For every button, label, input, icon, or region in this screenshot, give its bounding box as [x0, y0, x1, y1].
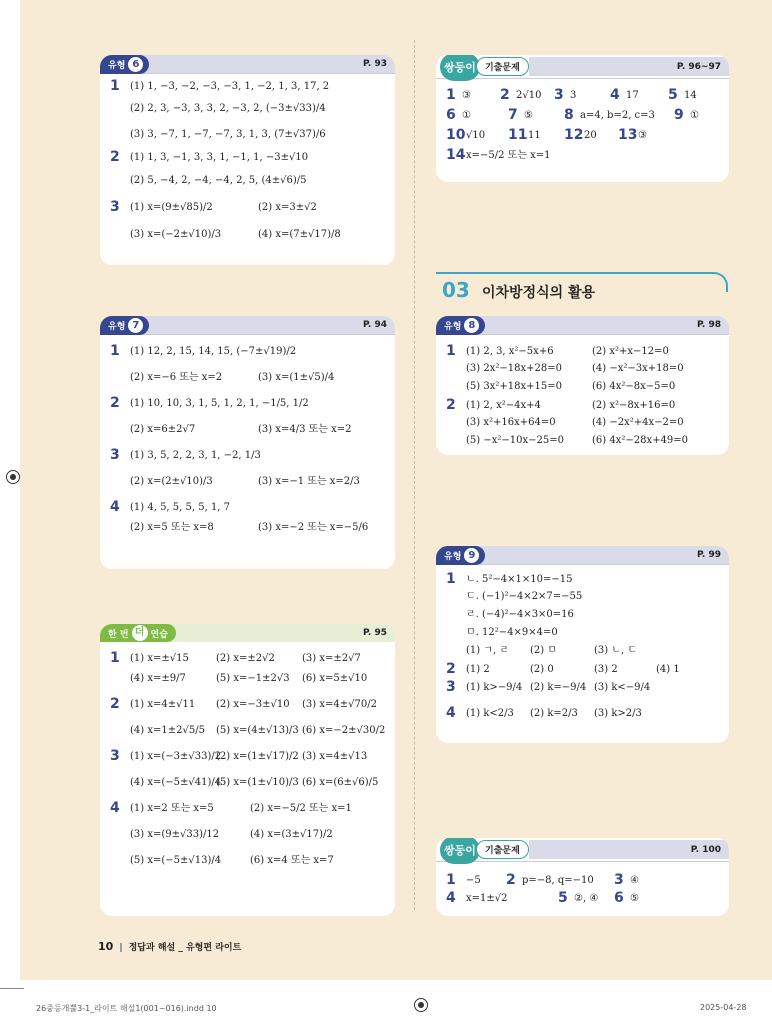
answer: x=−5/2 또는 x=1 — [466, 150, 551, 161]
answer: (1) 1, 3, −1, 3, 3, 1, −1, 1, −3±√10 — [130, 152, 309, 163]
answer: ④ — [630, 875, 639, 886]
question-number: 5 — [668, 87, 678, 103]
card-type-8 — [436, 316, 729, 455]
answer: (3) x=4±√70/2 — [302, 699, 377, 710]
question-number: 3 — [110, 447, 120, 463]
answer: 14 — [684, 90, 697, 101]
question-number: 1 — [110, 78, 120, 94]
answer: x=1±√2 — [466, 893, 508, 904]
answer: 2√10 — [516, 90, 542, 101]
twin-badge: 쌍둥이 — [440, 838, 480, 864]
question-number: 1 — [446, 872, 456, 888]
answer: ① — [462, 110, 471, 121]
question-number: 1 — [446, 343, 456, 359]
question-number: 2 — [446, 397, 456, 413]
answer: (5) 3x²+18x+15=0 — [466, 381, 562, 392]
answer: √10 — [466, 130, 486, 141]
card-type-6 — [100, 55, 395, 265]
question-number: 4 — [610, 87, 620, 103]
answer: ②, ④ — [574, 893, 599, 904]
answer: (3) 2 — [594, 664, 618, 675]
answer: (3) x=(1±√5)/4 — [258, 372, 335, 383]
tag-number: 7 — [128, 318, 143, 333]
question-number: 12 — [564, 127, 584, 143]
answer: ㄴ. 5²−4×1×10=−15 — [466, 574, 573, 585]
answer: ③ — [462, 90, 471, 101]
card-header — [100, 316, 395, 335]
answer: (3) x=±2√7 — [302, 653, 361, 664]
tag-number: 9 — [464, 548, 479, 563]
answer: (2) x=±2√2 — [216, 653, 275, 664]
tag-label: 한 번 — [108, 629, 129, 640]
question-number: 2 — [110, 696, 120, 712]
answer: (2) ㅁ — [530, 645, 558, 656]
answer: (1) 3, 5, 2, 2, 3, 1, −2, 1/3 — [130, 450, 261, 461]
answer: (1) 2, x²−4x+4 — [466, 400, 541, 411]
answer: (4) x=(−5±√41)/4 — [130, 777, 222, 788]
answer: (1) 12, 2, 15, 14, 15, (−7±√19)/2 — [130, 346, 297, 357]
answer: ③ — [638, 130, 647, 141]
card-type-9 — [436, 546, 729, 743]
answer: (1) x=±√15 — [130, 653, 189, 664]
section-title: 이차방정식의 활용 — [482, 285, 596, 301]
answer: (1) x=(−3±√33)/2 — [130, 751, 222, 762]
tag-label: 유형 — [444, 551, 462, 562]
answer: (4) −2x²+4x−2=0 — [592, 417, 684, 428]
answer: (6) x=5±√10 — [302, 673, 368, 684]
answer: (2) x=(2±√10)/3 — [130, 476, 213, 487]
answer: (1) 10, 10, 3, 1, 5, 1, 2, 1, −1/5, 1/2 — [130, 398, 309, 409]
answer: (1) ㄱ, ㄹ — [466, 645, 510, 656]
answer: (4) 1 — [656, 664, 680, 675]
page-ref: P. 94 — [362, 320, 387, 330]
tag-label: 유형 — [108, 60, 126, 71]
answer: −5 — [466, 875, 481, 886]
card-header — [436, 55, 729, 79]
twin-badge: 쌍둥이 — [440, 55, 480, 81]
question-number: 1 — [110, 650, 120, 666]
question-number: 2 — [446, 661, 456, 677]
answer: ㄷ. (−1)²−4×2×7=−55 — [466, 591, 583, 602]
crop-mark — [0, 988, 24, 989]
question-number: 6 — [614, 890, 624, 906]
answer: (2) x=−3±√10 — [216, 699, 290, 710]
footer-separator: | — [119, 943, 123, 953]
question-number: 8 — [564, 107, 574, 123]
question-number: 4 — [110, 499, 120, 515]
answer: (5) x=(1±√10)/3 — [216, 777, 299, 788]
answer: (5) −x²−10x−25=0 — [466, 435, 564, 446]
answer: (3) x=4/3 또는 x=2 — [258, 424, 352, 435]
answer: (3) x=(−2±√10)/3 — [130, 229, 222, 240]
answer: (2) 0 — [530, 664, 554, 675]
slug-filename: 26중등개뿔3-1_라이트 해설1(001~016).indd 10 — [36, 1004, 217, 1013]
answer: (2) 2, 3, −3, 3, 3, 2, −3, 2, (−3±√33)/4 — [130, 103, 326, 114]
tag-label: 연습 — [150, 629, 168, 640]
page-ref: P. 93 — [362, 59, 387, 69]
answer: (2) 5, −4, 2, −4, −4, 2, 5, (4±√6)/5 — [130, 175, 307, 186]
answer: ① — [690, 110, 699, 121]
page-footer — [98, 940, 241, 953]
answer: ⑤ — [630, 893, 639, 904]
question-number: 1 — [446, 571, 456, 587]
type-tag — [436, 316, 485, 335]
question-number: 14 — [446, 147, 466, 163]
type-tag — [100, 316, 149, 335]
question-number: 6 — [446, 107, 456, 123]
card-practice — [100, 624, 395, 916]
answer: (1) x=(9±√85)/2 — [130, 202, 213, 213]
card-header — [100, 55, 395, 74]
answer: (3) x=4±√13 — [302, 751, 368, 762]
tag-badge: 더 — [132, 625, 148, 641]
question-number: 13 — [618, 127, 638, 143]
question-number: 9 — [674, 107, 684, 123]
answer: (6) 4x²−8x−5=0 — [592, 381, 676, 392]
answer: 20 — [584, 130, 597, 141]
question-number: 3 — [554, 87, 564, 103]
card-twin-exam-1 — [436, 55, 729, 182]
question-number: 2 — [110, 149, 120, 165]
card-header — [100, 624, 395, 642]
page-ref: P. 95 — [362, 628, 387, 638]
slug-date: 2025-04-28 — [700, 1003, 747, 1012]
answer: (4) x=±9/7 — [130, 673, 186, 684]
answer: ㄹ. (−4)²−4×3×0=16 — [466, 609, 574, 620]
answer: (3) x=(9±√33)/12 — [130, 829, 220, 840]
question-number: 7 — [508, 107, 518, 123]
answer: (2) x²−8x+16=0 — [592, 400, 676, 411]
tag-number: 6 — [128, 57, 143, 72]
answer: (2) x=−6 또는 x=2 — [130, 372, 223, 383]
tag-label: 유형 — [108, 321, 126, 332]
footer-text: 정답과 해설 _ 유형편 라이트 — [128, 943, 242, 953]
answer: 17 — [626, 90, 639, 101]
answer: 11 — [528, 130, 541, 141]
answer: (2) k=2/3 — [530, 708, 578, 719]
answer: (6) x=−2±√30/2 — [302, 725, 386, 736]
answer: (4) x=(7±√17)/8 — [258, 229, 341, 240]
answer: (4) x=(3±√17)/2 — [250, 829, 333, 840]
answer: (2) k=−9/4 — [530, 682, 587, 693]
page-ref: P. 96~97 — [676, 61, 721, 72]
answer: (5) x=−1±2√3 — [216, 673, 290, 684]
page-ref: P. 98 — [696, 320, 721, 330]
card-twin-exam-2 — [436, 838, 729, 916]
question-number: 4 — [110, 800, 120, 816]
answer: ㅁ. 12²−4×9×4=0 — [466, 627, 558, 638]
answer: (5) x=(4±√13)/3 — [216, 725, 299, 736]
answer: (3) ㄴ, ㄷ — [594, 645, 638, 656]
answer: (1) x=4±√11 — [130, 699, 196, 710]
question-number: 3 — [110, 199, 120, 215]
question-number: 3 — [110, 748, 120, 764]
answer: (2) x=(1±√17)/2 — [216, 751, 299, 762]
tag-number: 8 — [464, 318, 479, 333]
answer: (4) −x²−3x+18=0 — [592, 363, 684, 374]
answer: (1) x=2 또는 x=5 — [130, 803, 214, 814]
answer: (3) k<−9/4 — [594, 682, 651, 693]
question-number: 3 — [614, 872, 624, 888]
header-bar — [529, 57, 729, 76]
card-type-7 — [100, 316, 395, 569]
answer: (1) 4, 5, 5, 5, 5, 1, 7 — [130, 502, 231, 513]
answer: a=4, b=2, c=3 — [580, 110, 655, 121]
answer: ⑤ — [524, 110, 533, 121]
type-tag — [100, 55, 149, 74]
tag-label: 유형 — [444, 321, 462, 332]
page-ref: P. 100 — [690, 844, 721, 855]
answer: (3) x=−2 또는 x=−5/6 — [258, 522, 369, 533]
question-number: 11 — [508, 127, 528, 143]
registration-mark-icon — [414, 998, 428, 1012]
question-number: 1 — [110, 343, 120, 359]
answer: (2) x=6±2√7 — [130, 424, 196, 435]
question-number: 1 — [446, 87, 456, 103]
question-number: 5 — [558, 890, 568, 906]
page-number: 10 — [98, 940, 114, 953]
answer: (3) k>2/3 — [594, 708, 642, 719]
answer: (6) x=(6±√6)/5 — [302, 777, 379, 788]
answer: (1) k>−9/4 — [466, 682, 523, 693]
card-header — [436, 546, 729, 565]
question-number: 4 — [446, 890, 456, 906]
question-number: 2 — [506, 872, 516, 888]
question-number: 4 — [446, 705, 456, 721]
answer: (6) 4x²−28x+49=0 — [592, 435, 688, 446]
answer: (3) x²+16x+64=0 — [466, 417, 556, 428]
header-bar — [529, 840, 729, 859]
column-divider — [414, 40, 415, 910]
card-header — [436, 316, 729, 335]
answer: (6) x=4 또는 x=7 — [250, 855, 334, 866]
answer: 3 — [570, 90, 577, 101]
answer: (2) x=3±√2 — [258, 202, 317, 213]
question-number: 2 — [500, 87, 510, 103]
card-header — [436, 838, 729, 862]
answer: (3) 2x²−18x+28=0 — [466, 363, 562, 374]
answer: p=−8, q=−10 — [522, 875, 594, 886]
question-number: 2 — [110, 395, 120, 411]
practice-tag — [100, 624, 176, 642]
exam-label: 기출문제 — [476, 840, 529, 859]
answer: (1) 2, 3, x²−5x+6 — [466, 346, 554, 357]
answer: (1) 1, −3, −2, −3, −3, 1, −2, 1, 3, 17, 2 — [130, 81, 330, 92]
answer: (4) x=1±2√5/5 — [130, 725, 205, 736]
type-tag — [436, 546, 485, 565]
answer: (2) x=−5/2 또는 x=1 — [250, 803, 352, 814]
section-number: 03 — [442, 278, 470, 302]
answer: (2) x=5 또는 x=8 — [130, 522, 214, 533]
page-ref: P. 99 — [696, 550, 721, 560]
question-number: 10 — [446, 127, 466, 143]
question-number: 3 — [446, 679, 456, 695]
exam-label: 기출문제 — [476, 57, 529, 76]
section-heading — [436, 272, 728, 306]
registration-mark-icon — [6, 470, 20, 484]
answer: (1) k<2/3 — [466, 708, 514, 719]
answer: (3) x=−1 또는 x=2/3 — [258, 476, 360, 487]
answer: (3) 3, −7, 1, −7, −7, 3, 1, 3, (7±√37)/6 — [130, 129, 326, 140]
answer: (1) 2 — [466, 664, 490, 675]
answer: (2) x²+x−12=0 — [592, 346, 669, 357]
answer: (5) x=(−5±√13)/4 — [130, 855, 222, 866]
